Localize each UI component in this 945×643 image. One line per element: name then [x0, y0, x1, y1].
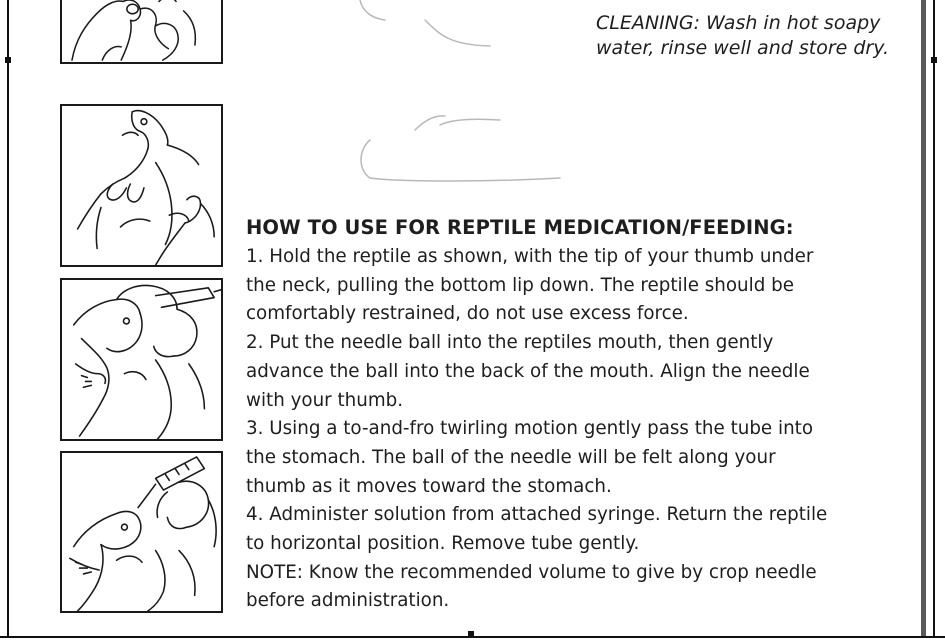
- illustration-panel-4: [60, 451, 223, 613]
- instruction-line: advance the ball into the back of the mouth. Align the needle: [246, 360, 810, 382]
- instruction-line: before administration.: [246, 590, 450, 612]
- illustration-panel-2: [60, 104, 223, 267]
- border-tick: [931, 57, 937, 63]
- instruction-line: 2. Put the needle ball into the reptiles mouth, then gently: [246, 332, 774, 354]
- illustration-panel-3: [60, 278, 223, 441]
- cleaning-line: water, rinse well and store dry.: [596, 37, 890, 59]
- instruction-line: the stomach. The ball of the needle will be felt along your: [246, 446, 776, 468]
- cleaning-note: [596, 11, 916, 61]
- faint-outline-graphic: [340, 0, 580, 200]
- instruction-line: 1. Hold the reptile as shown, with the tip of your thumb under: [246, 246, 814, 267]
- instruction-line: comfortably restrained, do not use excess force.: [246, 303, 689, 325]
- border-tick: [468, 631, 474, 637]
- instruction-line: with your thumb.: [246, 389, 404, 411]
- border-tick: [5, 57, 11, 63]
- instructions-heading: HOW TO USE FOR REPTILE MEDICATION/FEEDING:: [246, 216, 794, 239]
- page-right-shadow: [921, 0, 926, 638]
- hand-holding-reptile-icon: [62, 106, 221, 265]
- syringe-feeding-reptile-icon: [62, 453, 221, 611]
- illustration-panel-1: [60, 0, 223, 64]
- hand-holding-bird-icon: [62, 0, 221, 62]
- page-left-border: [7, 0, 9, 638]
- opening-reptile-mouth-icon: [62, 280, 221, 439]
- instruction-line: 4. Administer solution from attached syringe. Return the reptile: [246, 504, 828, 526]
- cleaning-line: CLEANING: Wash in hot soapy: [596, 12, 881, 34]
- instruction-line: the neck, pulling the bottom lip down. The reptile should be: [246, 274, 794, 296]
- page-right-border: [933, 0, 935, 638]
- instruction-line: 3. Using a to-and-fro twirling motion gently pass the tube into: [246, 418, 814, 440]
- instruction-line: NOTE: Know the recommended volume to give by crop needle: [246, 561, 817, 583]
- instruction-line: thumb as it moves toward the stomach.: [246, 475, 612, 497]
- instruction-line: to horizontal position. Remove tube gently.: [246, 533, 640, 555]
- instructions-section: [246, 213, 906, 616]
